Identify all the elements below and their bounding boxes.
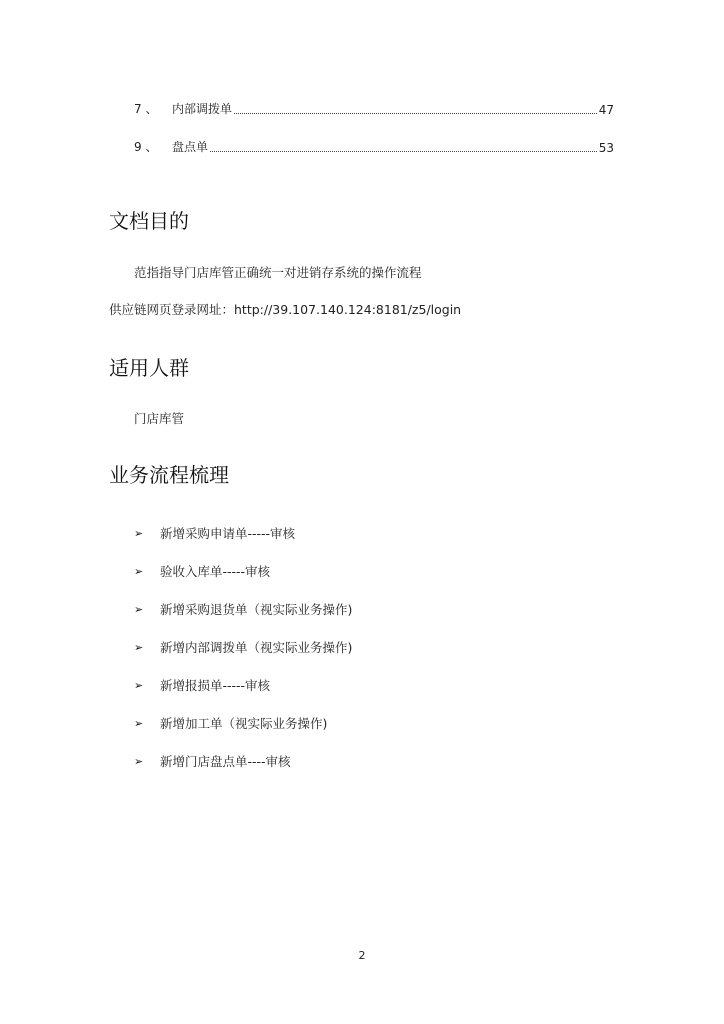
list-item-text: 新增内部调拨单（视实际业务操作) — [160, 640, 353, 655]
toc-entry-number: 9 、 — [134, 140, 158, 154]
toc-entry-number: 7 、 — [134, 102, 158, 116]
arrow-bullet-icon: ➢ — [134, 526, 144, 540]
purpose-text: 范指指导门店库管正确统一对进销存系统的操作流程 — [134, 265, 422, 280]
list-item — [134, 742, 352, 780]
arrow-bullet-icon: ➢ — [134, 602, 144, 616]
toc-entry-page: 53 — [598, 141, 614, 155]
list-item — [134, 590, 352, 628]
section-heading-workflow: 业务流程梳理 — [109, 463, 229, 487]
section-heading-audience: 适用人群 — [109, 356, 189, 380]
arrow-bullet-icon: ➢ — [134, 716, 144, 730]
toc-leader-dots — [234, 109, 597, 114]
section-heading-purpose: 文档目的 — [109, 209, 189, 233]
arrow-bullet-icon: ➢ — [134, 678, 144, 692]
arrow-bullet-icon: ➢ — [134, 640, 144, 654]
list-item — [134, 552, 352, 590]
page-number: 2 — [358, 949, 366, 962]
list-item-text: 新增加工单（视实际业务操作) — [160, 716, 328, 731]
workflow-list — [134, 514, 352, 780]
list-item-text: 新增报损单-----审核 — [160, 678, 271, 693]
toc-entry-title: 内部调拨单 — [172, 102, 233, 116]
list-item-text: 验收入库单-----审核 — [160, 564, 271, 579]
toc-entry[interactable] — [134, 135, 614, 155]
login-url-text: 供应链网页登录网址：http://39.107.140.124:8181/z5/login — [109, 302, 462, 317]
list-item-text: 新增采购退货单（视实际业务操作) — [160, 602, 353, 617]
list-item-text: 新增采购申请单-----审核 — [160, 526, 296, 541]
arrow-bullet-icon: ➢ — [134, 564, 144, 578]
audience-text: 门店库管 — [134, 411, 185, 426]
list-item — [134, 514, 352, 552]
toc-leader-dots — [210, 147, 597, 152]
toc-entry-page: 47 — [598, 103, 614, 117]
arrow-bullet-icon: ➢ — [134, 754, 144, 768]
list-item — [134, 628, 352, 666]
toc-entry-title: 盘点单 — [172, 140, 209, 154]
list-item — [134, 704, 352, 742]
list-item — [134, 666, 352, 704]
list-item-text: 新增门店盘点单----审核 — [160, 754, 291, 769]
toc-entry[interactable] — [134, 97, 614, 117]
